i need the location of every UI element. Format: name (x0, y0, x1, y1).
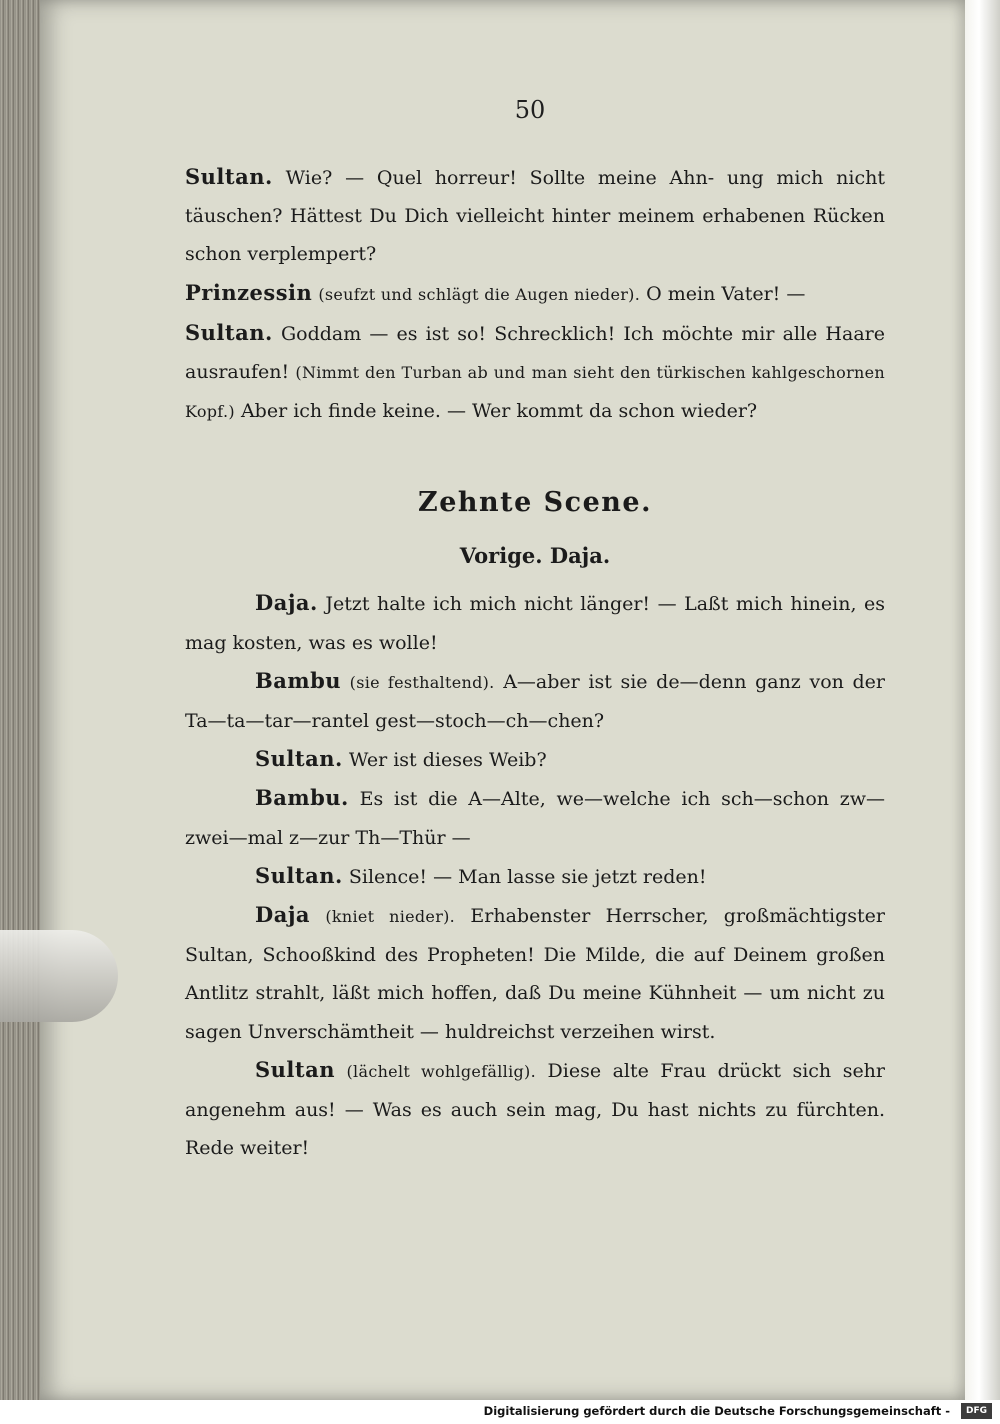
paragraph-sultan-5 (185, 1051, 885, 1168)
paragraph-daja-2 (185, 896, 885, 1051)
dialogue-line: Wie? — Quel horreur! Sollte meine Ahn- (285, 167, 715, 189)
speaker-name: Daja (255, 902, 311, 928)
dialogue-line: zw—zwei—mal z—zur Th—Thür — (185, 788, 886, 849)
speaker-name: Bambu (255, 667, 342, 693)
page-right-edge (965, 0, 1000, 1400)
footer-credit: Digitalisierung gefördert durch die Deutsche Forschungsgemeinschaft - (483, 1404, 950, 1418)
stage-direction: (lächelt wohlgefällig). (346, 1061, 536, 1081)
dialogue-line: meine Kühnheit — um nicht zu sagen Unverschämtheit — (185, 982, 885, 1043)
speaker-name: Sultan. (185, 319, 273, 345)
scene-title: Zehnte Scene. (417, 487, 653, 519)
digitization-footer (0, 1400, 1000, 1424)
dialogue-line: huldreichst verzeihen wirst. (444, 1020, 716, 1043)
book-page-edges (0, 0, 40, 1400)
page-number: 50 (514, 96, 546, 124)
paragraph-sultan-1 (185, 158, 885, 274)
dialogue-line: Wer ist dieses Weib? (348, 749, 547, 772)
dialogue-line: O mein (646, 282, 716, 305)
stage-direction: (sie festhaltend). (349, 672, 495, 692)
thumb-shadow (0, 930, 118, 1022)
dialogue-line: A—aber ist sie de—denn ganz (503, 670, 801, 693)
speaker-name: Sultan. (255, 862, 343, 888)
dialogue-line: Sultan, Schooßkind des Propheten! Die Milde, die auf (185, 944, 725, 967)
speaker-name: Bambu. (255, 785, 349, 811)
stage-direction: man sieht den türkischen kahlgeschornen Kopf.) (185, 363, 885, 422)
stage-direction: (Nimmt den Turban ab und (295, 363, 526, 383)
dialogue-line: möchte mir alle Haare ausraufen! (185, 322, 885, 384)
dialogue-line: nichts zu fürchten. Rede weiter! (185, 1099, 885, 1160)
speaker-name: Sultan. (255, 746, 343, 772)
dfg-logo: DFG (961, 1403, 992, 1419)
dialogue-line: Aber ich finde (240, 400, 377, 423)
paragraph-sultan-2 (185, 314, 885, 432)
dialogue-line: Silence! — Man lasse sie jetzt reden! (348, 865, 707, 888)
dialogue-line: ung mich nicht täuschen? Hättest Du Dich vielleicht hinter (185, 167, 885, 228)
dialogue-line: Es ist die A—Alte, we—welche ich sch—schon (359, 788, 829, 811)
dialogue-line: Deinem großen Antlitz strahlt, läßt mich hoffen, daß Du (185, 944, 885, 1005)
stage-direction: (seufzt und schlägt die Augen nieder). (318, 284, 641, 304)
speaker-name: Prinzessin (185, 279, 313, 305)
paragraph-sultan-3 (185, 740, 885, 779)
dialogue-line: Goddam — es ist so! Schrecklich! Ich (280, 322, 654, 345)
paragraph-sultan-4 (185, 857, 885, 896)
dialogue-line: von der Ta—ta—tar—rantel gest—stoch—ch—chen? (185, 670, 885, 733)
page-text (185, 158, 885, 1167)
dialogue-line: Jetzt halte ich mich nicht länger! — Laßt mich (325, 593, 783, 616)
scene-persons: Vorige. Daja. (459, 543, 611, 569)
dialogue-line: keine. — Wer kommt da schon wieder? (382, 400, 758, 423)
stage-direction: (kniet nieder). (325, 907, 456, 927)
speaker-name: Daja. (255, 590, 318, 616)
dialogue-line: meinem erhabenen Rücken schon verplempert? (185, 205, 886, 266)
paragraph-bambu-1 (185, 662, 885, 740)
dialogue-line: sehr angenehm aus! — Was es auch sein mag, Du hast (185, 1059, 886, 1122)
paragraph-daja-1 (185, 584, 885, 661)
paragraph-bambu-2 (185, 779, 885, 856)
speaker-name: Sultan. (185, 164, 273, 189)
dialogue-line: hinein, es mag kosten, was es wolle! (185, 593, 885, 654)
dialogue-line: Vater! — (721, 282, 806, 305)
paragraph-prinzessin (185, 274, 885, 314)
dialogue-line: Diese alte Frau drückt sich (547, 1059, 832, 1082)
dialogue-line: Erhabenster Herrscher, großmächtigster (470, 905, 885, 928)
speaker-name: Sultan (255, 1056, 335, 1082)
